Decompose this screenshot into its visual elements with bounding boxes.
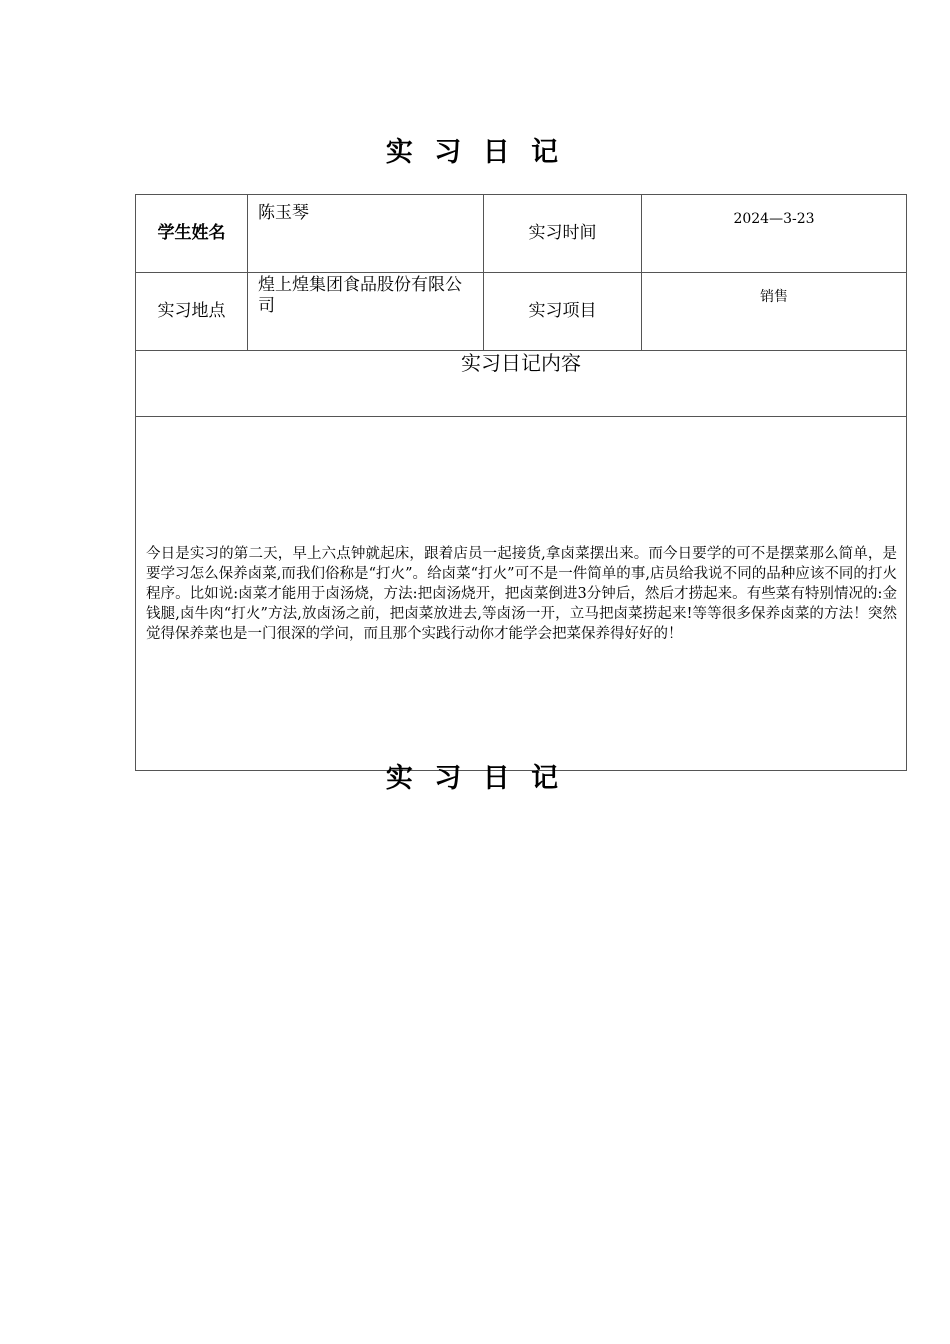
internship-location-value: 煌上煌集团食品股份有限公司 (248, 273, 484, 351)
table-row (136, 273, 907, 351)
internship-project-value: 销售 (642, 273, 907, 351)
diary-form-table (135, 194, 907, 771)
page-title: 实 习 日 记 (385, 137, 565, 168)
internship-location-label: 实习地点 (136, 273, 248, 351)
page-title-second: 实 习 日 记 (385, 763, 565, 794)
student-name-label: 学生姓名 (136, 195, 248, 273)
internship-time-label: 实习时间 (484, 195, 642, 273)
internship-project-label: 实习项目 (484, 273, 642, 351)
student-name-value: 陈玉琴 (248, 195, 484, 273)
diary-content-text: 今日是实习的第二天，早上六点钟就起床，跟着店员一起接货,拿卤菜摆出来。而今日要学的可不是摆菜那么简单，是要学习怎么保养卤菜,而我们俗称是“打火”。给卤菜“打火”可不是一件简单的事,店员给我说不同的品种应该不同的打火程序。比如说:卤菜才能用于卤汤烧，方法:把卤汤烧开，把卤菜倒进3分钟后，然后才捞起来。有些菜有特别情况的:金钱腿,卤牛肉“打火”方法,放卤汤之前，把卤菜放进去,等卤汤一开，立马把卤菜捞起来!等等很多保养卤菜的方法！突然觉得保养菜也是一门很深的学问，而且那个实践行动你才能学会把菜保养得好好的！ (136, 417, 907, 771)
table-row (136, 417, 907, 771)
internship-time-value: 2024—3-23 (642, 195, 907, 273)
table-row (136, 195, 907, 273)
diary-content-header: 实习日记内容 (136, 351, 907, 417)
table-row (136, 351, 907, 417)
